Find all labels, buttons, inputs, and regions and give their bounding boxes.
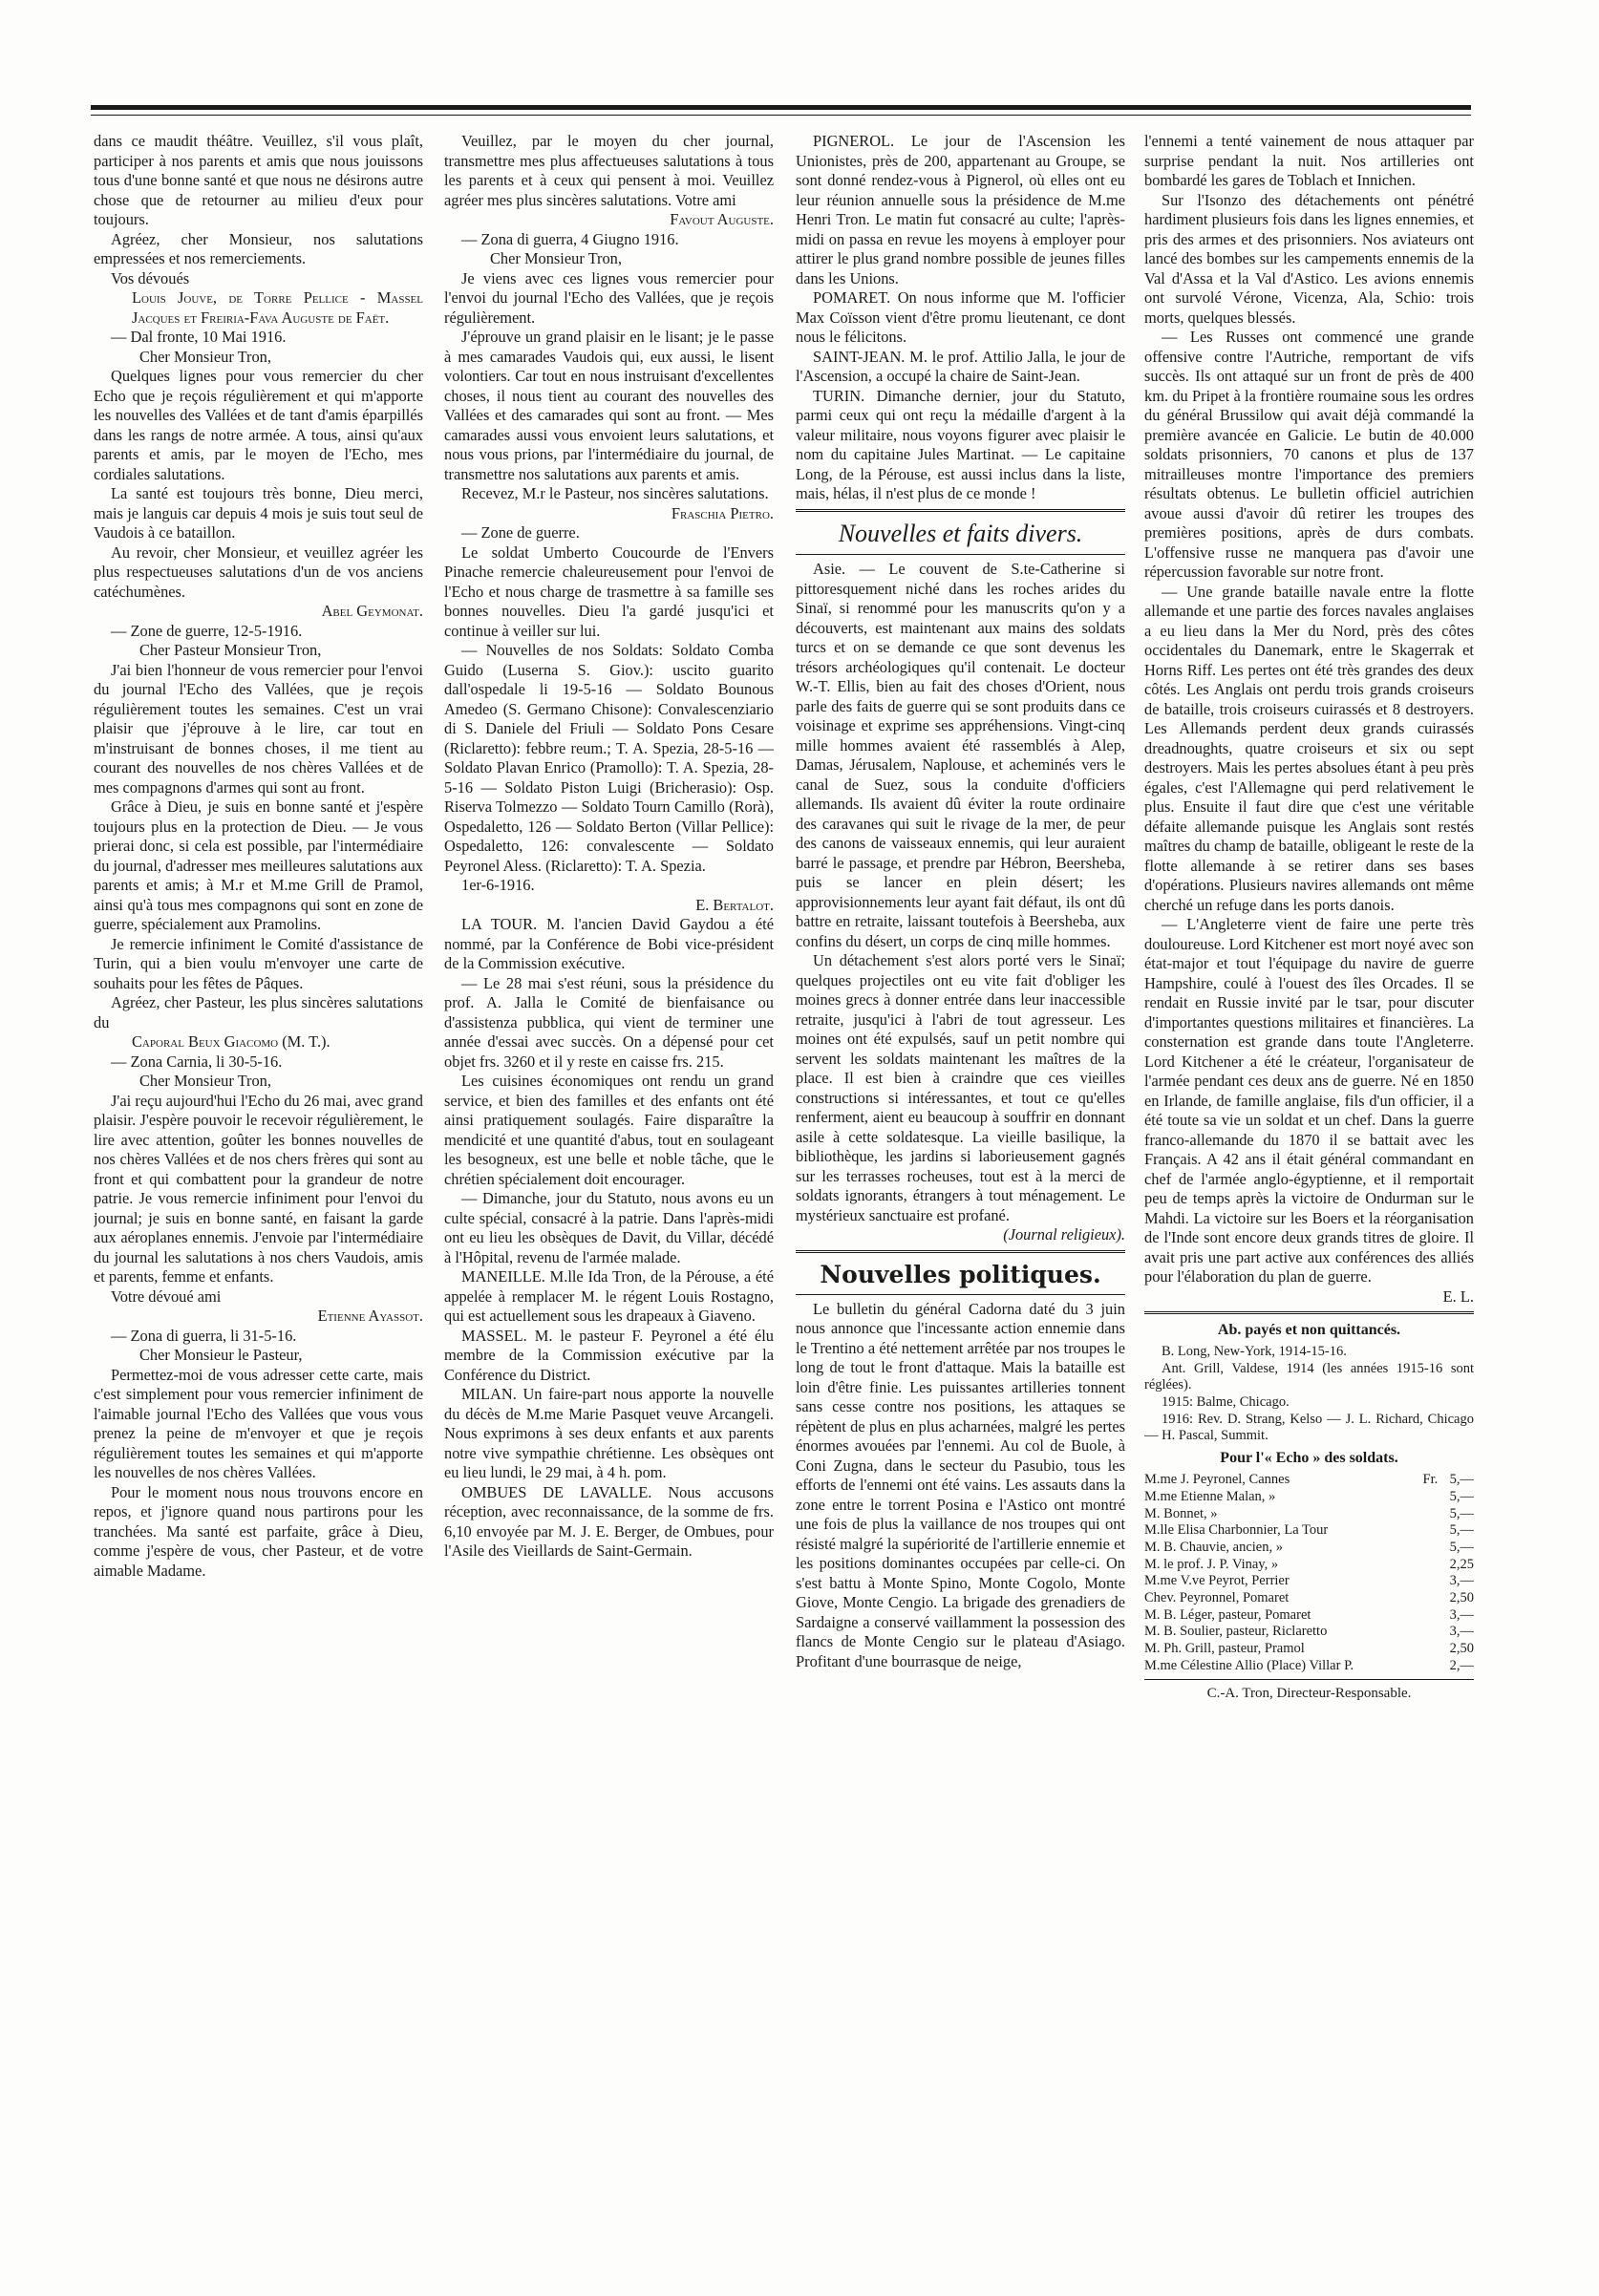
- paragraph: Le bulletin du général Cadorna daté du 3 juin nous annonce que l'incessante action ennemie dans le Trentino a été nettement arrêtée par nos troupes le long de tout le front d'attaque. Mais la bataille est loin d'être finie. Les puissantes artilleries tonnent sans cesse contre nos positions, les attaques se répètent de plus en plus acharnées, malgré les pertes énormes avouées par l'ennemi. Au col de Buole, à Coni Zugna, dans le secteur du Pasubio, tous les efforts de l'ennemi ont été vains. Les assauts dans la zone entre le torrent Posina e l'Astico ont montré une fois de plus la vaillance de nos troupes qui ont résisté malgré la supériorité de l'artillerie ennemie et les positions dominantes occupées par celle-ci. On s'est battu à Monte Spino, Monte Cogolo, Monte Giove, Monte Cengio. La brigade des grenadiers de Sardaigne a conservé vaillamment la possession des flancs de Monte Cengio sur le plateau d'Asiago. Profitant d'une bourrasque de neige,: [796, 1299, 1125, 1670]
- paragraph: Un détachement s'est alors porté vers le Sinaï; quelques projectiles ont eu vite fait d'obliger les moines grecs à donner entrée dans leur inaccessible retraite, jusqu'ici à l'abri de tout agresseur. Les moines ont été expulsés, sauf un petit nombre qui servent les soldats maintenant les maîtres de la place. Il est bien à craindre que ces vieilles constructions si intéressantes, et tout ce qu'elles renferment, aient eu beaucoup à souffrir en donnant asile à cette soldatesque. La vieille basilique, la bibliothèque, les jardins si laborieusement gagnés sur les terrasses rocheuses, tout est à la merci de soldats ignorants, étrangers à tout ménagement. Le mystérieux sanctuaire est profané.: [796, 951, 1125, 1224]
- paragraph: MASSEL. M. le pasteur F. Peyronel a été élu membre de la Commission exécutive par la Conférence du District.: [444, 1326, 774, 1384]
- donor-amount: 5,—: [1449, 1522, 1474, 1539]
- paragraph: LA TOUR. M. l'ancien David Gaydou a été nommé, par la Conférence de Bobi vice-président de la Commission exécutive.: [444, 915, 774, 972]
- donor-amount: 5,—: [1449, 1488, 1474, 1504]
- section-rule: [796, 1294, 1125, 1295]
- dateline: — Zona Carnia, li 30-5-16.: [111, 1052, 283, 1071]
- section-rule: [796, 509, 1125, 514]
- account-line: Ant. Grill, Valdese, 1914 (les années 1915-16 sont réglées).: [1144, 1360, 1474, 1393]
- paragraph: PIGNEROL. Le jour de l'Ascension les Unionistes, près de 200, appartenant au Groupe, se sont donné rendez-vous à Pignerol, où elles ont eu leur réunion annuelle sous la présidence de M.me Henri Tron. Le matin fut consacré au culte; l'après-midi on passa en revue les moyens à employer pour attirer le plus grand nombre possible de jeunes filles dans les Unions.: [796, 132, 1125, 287]
- donor-name: Chev. Peyronnel, Pomaret: [1144, 1589, 1290, 1605]
- donor-currency: [1414, 1641, 1438, 1658]
- donor-currency: [1414, 1607, 1438, 1625]
- dateline: — Zone de guerre, 12-5-1916.: [111, 621, 303, 640]
- paragraph: Agréez, cher Pasteur, les plus sincères salutations du: [94, 993, 423, 1031]
- paragraph: dans ce maudit théâtre. Veuillez, s'il vous plaît, participer à nos parents et amis que nous jouissons tous d'une bonne santé et que nous ne désirons autre chose que de retourner au milieu d'eux pour toujours.: [94, 132, 423, 228]
- paragraph: OMBUES DE LAVALLE. Nous accusons réception, avec reconnaissance, de la somme de frs. 6,10 envoyée par M. J. E. Berger, de Ombues, pour l'Asile des Vieillards de Saint-Germain.: [444, 1482, 774, 1560]
- source-credit: (Journal religieux).: [1003, 1225, 1125, 1244]
- donor-amount: 2,25: [1449, 1556, 1474, 1572]
- donor-row: [1144, 1472, 1474, 1489]
- paragraph: — L'Angleterre vient de faire une perte très douloureuse. Lord Kitchener est mort noyé avec son état-major et tout l'équipage du navire de guerre Hampshire, coulé à l'ouest des îles Orcades. Il se rendait en Russie invité par le tsar, pour discuter d'importantes questions militaires et financières. La consternation est grande dans toute l'Angleterre. Lord Kitchener a été le créateur, l'organisateur de l'armée pendant ces deux ans de guerre. Né en 1850 en Irlande, de famille anglaise, fils d'un officier, il a été toute sa vie un soldat et un chef. Dans la guerre franco-allemande du 1870 il se battait avec les Français. A 42 ans il était général commandant en chef de l'armée anglo-égyptienne, et il remportait peu de temps après la victoire de Ondurman sur le Mahdi. La victoire sur les Boers et la réorganisation de l'Inde sont encore deux grands titres de gloire. Il avait pris une part active aux conférences des alliés pour l'élaboration du plan de guerre.: [1144, 915, 1474, 1286]
- donor-currency: [1414, 1522, 1438, 1540]
- column-2: [444, 132, 774, 2185]
- donor-name: M.lle Elisa Charbonnier, La Tour: [1144, 1522, 1329, 1539]
- donor-name: M. le prof. J. P. Vinay, »: [1144, 1556, 1279, 1572]
- paragraph: — Le 28 mai s'est réuni, sous la présidence du prof. A. Jalla le Comité de bienfaisance ou d'assistenza pubblica, qui vient de terminer une année d'essai avec succès. On a dépensé pour cet objet frs. 3260 et il y reste en caisse frs. 215.: [444, 973, 774, 1071]
- signature: E. L.: [1442, 1286, 1474, 1306]
- signature: Louis Jouve, de Torre Pellice - Massel Jacques et Freiria-Fava Auguste de Faët.: [132, 288, 423, 327]
- donor-currency: [1414, 1489, 1438, 1506]
- paragraph: J'ai reçu aujourd'hui l'Echo du 26 mai, avec grand plaisir. J'espère pouvoir le recevoir régulièrement, le lire avec attention, goûter les bonnes nouvelles de nos chères Vallées et de nos chers frères qui sont au front et qui combattent pour la grandeur de notre patrie. Je vous remercie infiniment pour l'envoi du journal; je suis en bonne santé, en faisant la garde aux aéroplanes ennemis. J'envoie par l'intermédiaire du journal les salutations à nos chers Vaudois, amis et parents, femme et enfants.: [94, 1091, 423, 1286]
- section-rule: [796, 1250, 1125, 1255]
- paragraph: POMARET. On nous informe que M. l'officier Max Coïsson vient d'être promu lieutenant, ce dont nous le félicitons.: [796, 288, 1125, 346]
- paragraph: Quelques lignes pour vous remercier du cher Echo que je reçois régulièrement et qui m'apporte les nouvelles des Vallées et de tant d'amis éparpillés dans les rangs de notre armée. A tous, ainsi qu'aux parents et amis, par le moyen de l'Echo, mes cordiales salutations.: [94, 367, 423, 483]
- donor-amount: 3,—: [1449, 1606, 1474, 1623]
- donor-currency: [1414, 1624, 1438, 1641]
- section-heading-faits-divers: Nouvelles et faits divers.: [838, 519, 1083, 547]
- salutation: Cher Monsieur Tron,: [139, 347, 271, 366]
- donor-row: [1144, 1658, 1474, 1675]
- donor-row: [1144, 1573, 1474, 1590]
- donor-name: M. B. Soulier, pasteur, Riclaretto: [1144, 1624, 1328, 1640]
- soldier-news: — Nouvelles de nos Soldats: Soldato Comba Guido (Luserna S. Giov.): uscito guarito dall'ospedale li 19-5-16 — Soldato Bounous Amedeo (S. Germano Chisone): Convalescenziario di S. Daniele del Friuli — Soldato Pons Cesare (Riclaretto): febbre reum.; T. A. Spezia, 28-5-16 — Soldato Plavan Enrico (Pramollo): T. A. Spezia, 28-5-16 — Soldato Piston Luigi (Bricherasio): Osp. Riserva Tolmezzo — Soldato Tourn Camillo (Rorà), Ospedaletto, 126 — Soldato Berton (Villar Pellice): Ospedaletto, 126: convalescente — Soldato Peyronel Aless. (Riclaretto): T. A. Spezia.: [444, 641, 774, 875]
- donor-currency: [1414, 1540, 1438, 1557]
- top-rule-thick: [91, 105, 1471, 110]
- paragraph: J'ai bien l'honneur de vous remercier pour l'envoi du journal l'Echo des Vallées, que je reçois régulièrement toutes les semaines. C'est un vrai plaisir que j'éprouve à le lire, car tout en m'instruisant de bonnes choses, il me tient au courant des nouvelles de nos chères Vallées et de mes compagnons d'armes qui sont au front.: [94, 660, 423, 797]
- paragraph: MILAN. Un faire-part nous apporte la nouvelle du décès de M.me Marie Pasquet veuve Arcangeli. Nous exprimons à ses deux enfants et aux parents notre vive sympathie chrétienne. Les obsèques ont eu lieu lundi, le 29 mai, à 4 h. pom.: [444, 1385, 774, 1481]
- paragraph: Les cuisines économiques ont rendu un grand service, et bien des familles et des enfants ont été ainsi pratiquement soulagés. Faire disparaître la mendicité et une quantité d'abus, tout en soulageant les besogneux, est une belle et noble tâche, que le chrétien spécialement doit encourager.: [444, 1072, 774, 1188]
- donor-name: M. Bonnet, »: [1144, 1505, 1218, 1521]
- paragraph: Je viens avec ces lignes vous remercier pour l'envoi du journal l'Echo des Vallées, que je reçois régulièrement.: [444, 268, 774, 327]
- donor-amount: 3,—: [1449, 1624, 1474, 1640]
- donor-amount: 2,50: [1449, 1589, 1474, 1605]
- donor-currency: [1414, 1506, 1438, 1523]
- donor-row: [1144, 1506, 1474, 1523]
- donor-table: [1144, 1472, 1474, 1674]
- salutation: Cher Monsieur Tron,: [490, 249, 622, 267]
- donor-amount: 3,—: [1449, 1573, 1474, 1589]
- section-rule: [796, 554, 1125, 555]
- account-line: 1915: Balme, Chicago.: [1162, 1394, 1290, 1411]
- column-3: [796, 132, 1125, 2185]
- donor-name: M. B. Chauvie, ancien, »: [1144, 1539, 1283, 1555]
- paragraph: Recevez, M.r le Pasteur, nos sincères salutations.: [461, 484, 769, 502]
- footer-editor: C.-A. Tron, Directeur-Responsable.: [1206, 1686, 1412, 1702]
- donor-amount: 2,50: [1449, 1641, 1474, 1656]
- paragraph: Grâce à Dieu, je suis en bonne santé et j'espère toujours plus en la protection de Dieu. — Je vous prierai donc, si cela est possible, par l'intermédiaire du journal, d'adresser mes meilleures salutations aux parents et amis; à M.r et M.me Grill de Pramol, ainsi qu'à tous mes compagnons qui sont en zone de guerre, spécialement aux Pramolins.: [94, 797, 423, 933]
- paragraph: — Une grande bataille navale entre la flotte allemande et une partie des forces navales anglaises a eu lieu dans la Mer du Nord, près des côtes occidentales du Danemark, entre le Skagerrak et Horns Riff. Les pertes ont été très grandes des deux côtés. Les Anglais ont perdu trois grands croiseurs de bataille, trois croiseurs cuirassés et 8 destroyers. Les Allemands perdent deux grands cuirassés dreadnoughts, quatre croiseurs et six ou sept destroyers. Mais les pertes absolues étant à peu près égales, c'est l'Allemagne qui perd relativement le plus. Ensuite il faut dire que c'est une véritable défaite allemande puisque les Anglais sont restés maîtres du champ de bataille, obligeant le reste de la flotte allemande à se retirer dans ses bases d'opérations. Plusieurs navires allemands ont même cherché un refuge dans les ports danois.: [1144, 582, 1474, 914]
- paragraph: Veuillez, par le moyen du cher journal, transmettre mes plus affectueuses salutations à tous les parents et à ceux qui pensent à moi. Veuillez agréer mes plus sincères salutations. Votre ami: [444, 132, 774, 209]
- paragraph: Vos dévoués: [111, 268, 190, 287]
- paragraph: l'ennemi a tenté vainement de nous attaquer par surprise pendant la nuit. Nos artilleries ont bombardé les gares de Toblach et Innichen.: [1144, 132, 1474, 189]
- donor-row: [1144, 1590, 1474, 1607]
- donor-name: M. B. Léger, pasteur, Pomaret: [1144, 1606, 1311, 1623]
- donor-row: [1144, 1522, 1474, 1540]
- paragraph: Je remercie infiniment le Comité d'assistance de Turin, qui a bien voulu m'envoyer une carte de souhaits pour les fêtes de Pâques.: [94, 934, 423, 992]
- donor-row: [1144, 1607, 1474, 1625]
- section-heading-politiques: Nouvelles politiques.: [820, 1260, 1101, 1288]
- section-rule: [1144, 1311, 1474, 1316]
- donor-row: [1144, 1624, 1474, 1641]
- donor-row: [1144, 1540, 1474, 1557]
- donor-row: [1144, 1641, 1474, 1658]
- dateline: — Dal fronte, 10 Mai 1916.: [111, 328, 287, 346]
- signature: Etienne Ayassot.: [317, 1307, 423, 1325]
- paragraph: Votre dévoué ami: [111, 1286, 222, 1306]
- salutation: Cher Monsieur le Pasteur,: [139, 1346, 303, 1364]
- paragraph: TURIN. Dimanche dernier, jour du Statuto, parmi ceux qui ont reçu la médaille d'argent à la valeur militaire, nous voyons figurer avec plaisir le nom du capitaine Jules Martinat. — Le capitaine Long, de la Pérouse, est aussi inclus dans la liste, mais, hélas, il n'est plus de ce monde !: [796, 386, 1125, 502]
- accounts-heading: Ab. payés et non quittancés.: [1217, 1322, 1401, 1338]
- paragraph: Asie. — Le couvent de S.te-Catherine si pittoresquement niché dans les roches arides du Sinaï, si renommé pour les manuscrits qu'on y a découverts, est maintenant aux mains des soldats turcs et on se demande ce que sont devenus les trésors archéologiques qu'il contenait. Le docteur W.-T. Ellis, bien au fait des choses d'Orient, nous parle des faits de guerre qui se sont produits dans ce voisinage et exprime ses appréhensions. Vingt-cinq mille hommes avaient été rassemblés à Alep, Damas, Jérusalem, Naplouse, et acheminés vers le canal de Suez, sous la conduite d'officiers allemands. Ils avaient dû éviter la route ordinaire des caravanes qui suit le rivage de la mer, de peur des canons de vaisseaux ennemis, qui leur auraient barré le passage, et prendre par Hébron, Beersheba, puis se lancer en plein désert; les approvisionnements leur ayant fait défaut, ils ont dû battre en retraite, laissant toutefois à Beersheba, aux confins du désert, un corps de cinq mille hommes.: [796, 560, 1125, 950]
- signature: E. Bertalot.: [695, 895, 774, 914]
- donor-currency: [1414, 1590, 1438, 1607]
- dateline: — Zona di guerra, 4 Giugno 1916.: [461, 229, 679, 248]
- signature: Caporal Beux Giacomo (M. T.).: [132, 1032, 330, 1051]
- paragraph: Pour le moment nous nous trouvons encore en repos, et j'ignore quand nous partirons pour les tranchées. Ma santé est parfaite, grâce à Dieu, comme j'espère de vous, cher Pasteur, et de votre aimable Madame.: [94, 1482, 423, 1580]
- paragraph: — Les Russes ont commencé une grande offensive contre l'Autriche, remportant de vifs succès. Ils ont attaqué sur un front de près de 400 km. du Pripet à la frontière roumaine sous les ordres du général Brussilow qui avait déjà commandé la première avancée en Galicie. Le butin de 40.000 soldats prisonniers, 70 canons et plus de 137 mitrailleuses montre l'importance des premiers résultats obtenus. Le bulletin officiel autrichien avoue aussi d'avoir dû retirer les troupes des premières positions, après de durs combats. L'offensive russe ne manquera pas d'avoir une répercussion favorable sur notre front.: [1144, 328, 1474, 581]
- donor-name: M.me J. Peyronel, Cannes: [1144, 1472, 1290, 1488]
- paragraph: J'éprouve un grand plaisir en le lisant; je le passe à mes camarades Vaudois qui, eux aussi, le lisent volontiers. Car tout en nous instruisant d'excellentes choses, il nous tient au courant des nouvelles des Vallées et des camarades qui sont au front. — Mes camarades aussi vous envoient leurs salutations, et nous vous prions, par l'intermédiaire du journal, de transmettre nos salutations aux parents et amis.: [444, 328, 774, 483]
- paragraph: — Dimanche, jour du Statuto, nous avons eu un culte spécial, consacré à la patrie. Dans l'après-midi ont eu lieu les obsèques de Davit, du Villar, décédé à l'Hôpital, revenu de l'armée malade.: [444, 1189, 774, 1266]
- paragraph: Sur l'Isonzo des détachements ont pénétré hardiment plusieurs fois dans les lignes ennemies, et pris des armes et des prisonniers. Nos aviateurs ont lancé des bombes sur les campements ennemis de la Val d'Assa et la Val d'Astico. Les avions ennemis ont survolé Vérone, Vicenza, Ala, Schio: trois morts, quelques blessés.: [1144, 190, 1474, 327]
- donor-amount: 5,—: [1449, 1539, 1474, 1555]
- donor-row: [1144, 1557, 1474, 1574]
- donor-amount: 5,—: [1449, 1472, 1474, 1488]
- paragraph: La santé est toujours très bonne, Dieu merci, mais je languis car depuis 4 mois je suis tout seul de Vaudois à ce bataillon.: [94, 484, 423, 542]
- paragraph: Agréez, cher Monsieur, nos salutations empressées et nos remerciements.: [94, 229, 423, 267]
- donor-currency: Fr.: [1422, 1472, 1439, 1488]
- donor-amount: 2,—: [1449, 1657, 1474, 1673]
- donor-currency: [1414, 1658, 1438, 1675]
- donor-row: [1144, 1489, 1474, 1506]
- donor-name: M.me V.ve Peyrot, Perrier: [1144, 1573, 1290, 1589]
- paragraph: Au revoir, cher Monsieur, et veuillez agréer les plus respectueuses salutations d'un de vos anciens catéchumènes.: [94, 542, 423, 601]
- column-1: [94, 132, 423, 2185]
- paragraph: MANEILLE. M.lle Ida Tron, de la Pérouse, a été appelée à remplacer M. le régent Louis Rostagno, qui est actuellement sous les drapeaux à Giaveno.: [444, 1267, 774, 1325]
- dateline: — Zona di guerra, li 31-5-16.: [111, 1326, 297, 1345]
- paragraph: Le soldat Umberto Coucourde de l'Envers Pinache remercie chaleureusement pour l'envoi de l'Echo et nous charge de trasmettre à sa famille ses bonnes nouvelles. Dieu l'a gardé jusqu'ici et continue à veiller sur lui.: [444, 542, 774, 640]
- donor-name: M.me Etienne Malan, »: [1144, 1488, 1276, 1504]
- section-rule: [1144, 1679, 1474, 1680]
- salutation: Cher Pasteur Monsieur Tron,: [139, 641, 322, 659]
- donor-name: M. Ph. Grill, pasteur, Pramol: [1144, 1641, 1305, 1656]
- signature: Favout Auguste.: [670, 210, 774, 228]
- dateline: — Zone de guerre.: [461, 523, 580, 542]
- dateline: 1er-6-1916.: [461, 876, 535, 894]
- donor-currency: [1414, 1573, 1438, 1590]
- echo-soldiers-heading: Pour l'« Echo » des soldats.: [1220, 1450, 1398, 1467]
- account-line: B. Long, New-York, 1914-15-16.: [1162, 1344, 1347, 1359]
- column-4: [1144, 132, 1474, 2185]
- account-line: 1916: Rev. D. Strang, Kelso — J. L. Richard, Chicago — H. Pascal, Summit.: [1144, 1411, 1474, 1444]
- donor-name: M.me Célestine Allio (Place) Villar P.: [1144, 1657, 1354, 1673]
- signature: Abel Geymonat.: [321, 602, 423, 620]
- paragraph: SAINT-JEAN. M. le prof. Attilio Jalla, le jour de l'Ascension, a occupé la chaire de Saint-Jean.: [796, 347, 1125, 385]
- salutation: Cher Monsieur Tron,: [139, 1072, 271, 1090]
- paragraph: Permettez-moi de vous adresser cette carte, mais c'est simplement pour vous remercier infiniment de l'aimable journal l'Echo des Vallées que vous vous prenez la peine de m'envoyer et que je reçois régulièrement toutes les semaines et qui m'apporte les nouvelles de nos chères Vallées.: [94, 1365, 423, 1481]
- donor-currency: [1414, 1557, 1438, 1574]
- signature: Fraschia Pietro.: [671, 503, 774, 522]
- top-rule-thin: [91, 115, 1471, 116]
- donor-amount: 5,—: [1449, 1505, 1474, 1521]
